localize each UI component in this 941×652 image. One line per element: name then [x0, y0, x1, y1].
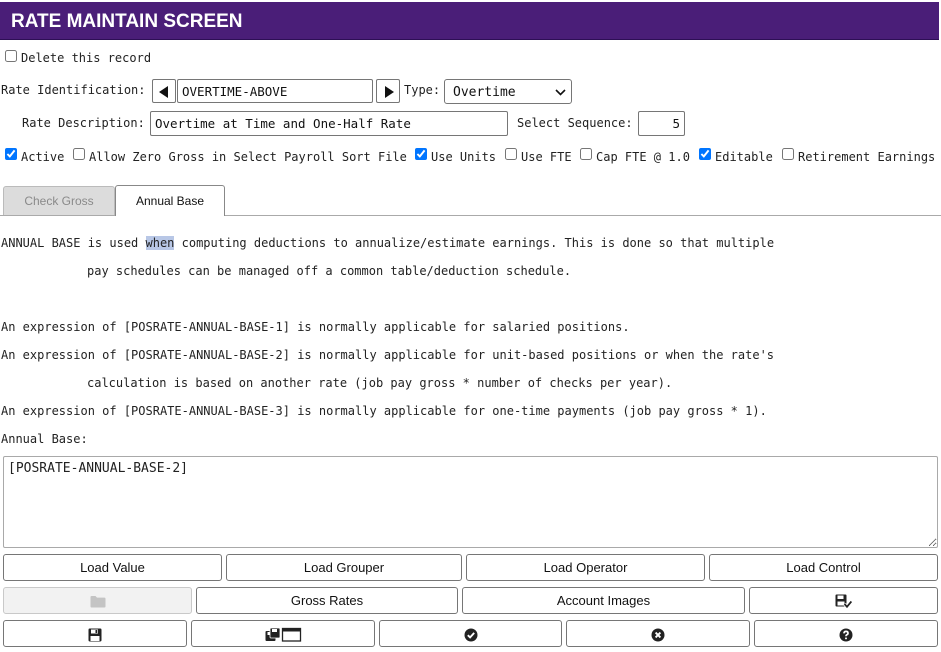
select-seq-label: Select Sequence:: [517, 116, 633, 130]
delete-record-label: Delete this record: [21, 51, 152, 65]
account-images-button[interactable]: Account Images: [462, 587, 745, 614]
help-circle-icon: [839, 628, 853, 642]
ok-button[interactable]: [379, 620, 562, 647]
tab-annual-base[interactable]: Annual Base: [115, 185, 225, 216]
allow-zero-gross-label: Allow Zero Gross in Select Payroll Sort File: [89, 150, 407, 164]
check-circle-icon: [464, 628, 478, 642]
title-bar: [0, 2, 939, 40]
folder-icon: [90, 595, 106, 608]
expression-line-2: An expression of [POSRATE-ANNUAL-BASE-2] is normally applicable for unit-based positions or when the rate's: [1, 348, 775, 362]
use-fte-checkbox[interactable]: [505, 148, 517, 160]
gross-rates-button[interactable]: Gross Rates: [196, 587, 458, 614]
cancel-button[interactable]: [566, 620, 750, 647]
save-icon: [88, 628, 102, 642]
open-folder-button[interactable]: [3, 587, 192, 614]
save-check-icon: [835, 594, 852, 609]
load-operator-button[interactable]: Load Operator: [466, 554, 705, 581]
save-and-open-window-button[interactable]: [191, 620, 375, 647]
load-value-button[interactable]: Load Value: [3, 554, 222, 581]
triangle-left-icon: [159, 86, 168, 98]
rate-id-label: Rate Identification:: [1, 83, 146, 97]
select-seq-input[interactable]: [638, 111, 685, 136]
type-select[interactable]: [444, 79, 572, 104]
annual-base-label: Annual Base:: [1, 432, 88, 446]
description-line-1: [1, 236, 774, 250]
rate-desc-label: Rate Description:: [22, 116, 145, 130]
page-title: RATE MAINTAIN SCREEN: [11, 11, 243, 32]
chevron-down-icon: [555, 89, 566, 96]
save-window-icon: [265, 627, 302, 642]
expression-line-2-cont: calculation is based on another rate (job pay gross * number of checks per year).: [87, 376, 673, 390]
active-checkbox[interactable]: [5, 148, 17, 160]
retirement-earnings-checkbox[interactable]: [782, 148, 794, 160]
next-rate-button[interactable]: [376, 79, 400, 103]
use-units-label: Use Units: [431, 150, 497, 164]
expression-line-3: An expression of [POSRATE-ANNUAL-BASE-3] is normally applicable for one-time payments (job pay gross * 1).: [1, 404, 767, 418]
annual-base-textarea[interactable]: [3, 456, 938, 548]
editable-label: Editable: [715, 150, 773, 164]
help-button[interactable]: [754, 620, 938, 647]
cap-fte-checkbox[interactable]: [580, 148, 592, 160]
editable-checkbox[interactable]: [699, 148, 711, 160]
tab-check-gross[interactable]: Check Gross: [3, 186, 115, 215]
rate-id-input[interactable]: [177, 79, 373, 103]
retirement-earnings-label: Retirement Earnings: [798, 150, 936, 164]
active-label: Active: [21, 150, 65, 164]
save-validate-button[interactable]: [749, 587, 938, 614]
load-control-button[interactable]: Load Control: [709, 554, 938, 581]
delete-record-checkbox[interactable]: [5, 50, 17, 62]
use-fte-label: Use FTE: [521, 150, 572, 164]
use-units-checkbox[interactable]: [415, 148, 427, 160]
allow-zero-gross-checkbox[interactable]: [73, 148, 85, 160]
type-label: Type:: [404, 83, 441, 97]
cap-fte-label: Cap FTE @ 1.0: [596, 150, 690, 164]
description-text: computing deductions to annualize/estimate earnings. This is done so that multiple: [174, 236, 775, 250]
close-circle-icon: [651, 628, 665, 642]
description-text: ANNUAL BASE is used: [1, 236, 146, 250]
prev-rate-button[interactable]: [152, 79, 176, 103]
rate-desc-input[interactable]: [150, 111, 508, 136]
description-line-2: pay schedules can be managed off a common table/deduction schedule.: [87, 264, 572, 278]
highlighted-word: when: [145, 236, 175, 250]
type-select-value: Overtime: [453, 85, 516, 100]
load-grouper-button[interactable]: Load Grouper: [226, 554, 462, 581]
triangle-right-icon: [385, 86, 394, 98]
expression-line-1: An expression of [POSRATE-ANNUAL-BASE-1] is normally applicable for salaried positions.: [1, 320, 630, 334]
save-button[interactable]: [3, 620, 187, 647]
